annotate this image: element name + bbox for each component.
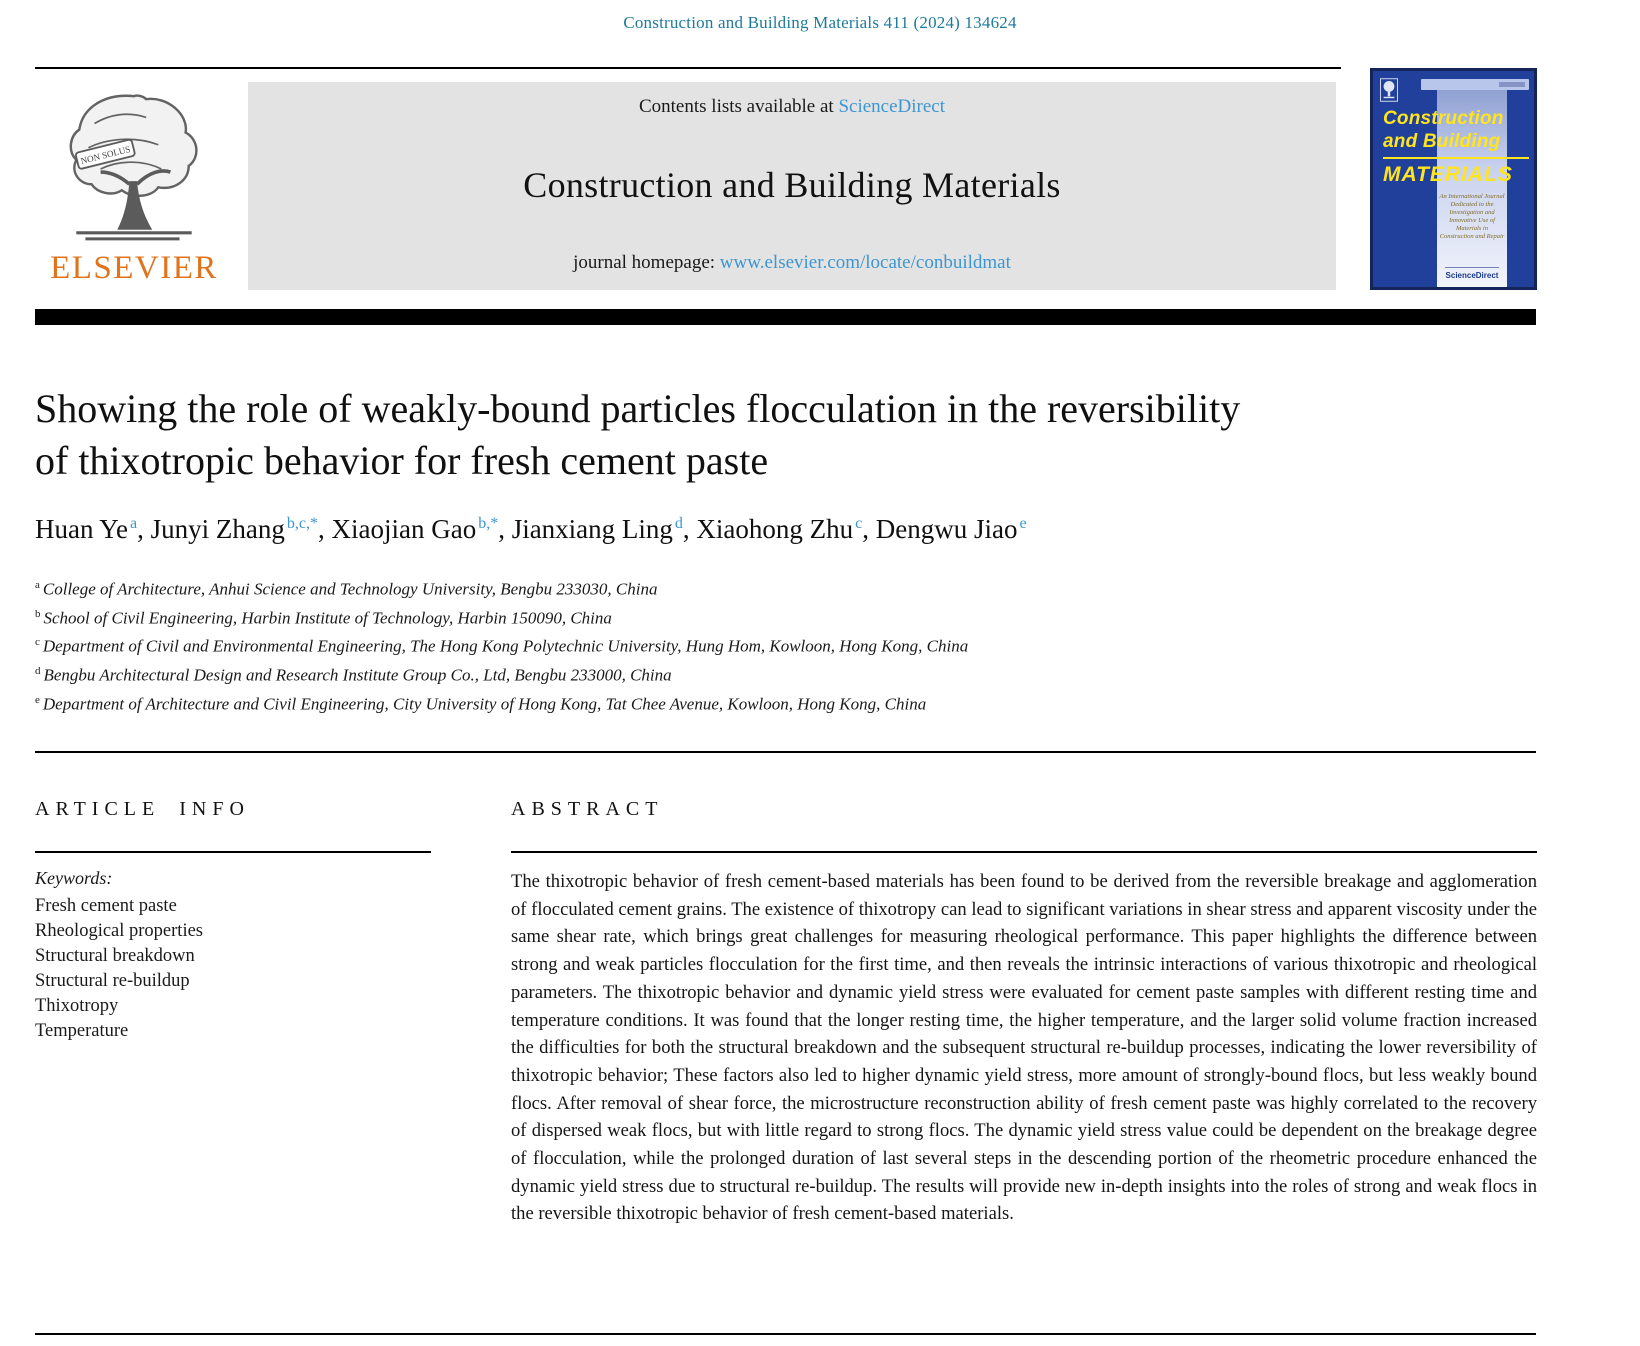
columns-top-rule <box>35 751 1536 753</box>
elsevier-wordmark: ELSEVIER <box>50 250 218 286</box>
homepage-line <box>573 252 1011 274</box>
author-affiliation-superscript[interactable]: d <box>674 515 683 532</box>
keyword-item: Rheological properties <box>35 921 203 941</box>
elsevier-logo <box>35 84 233 290</box>
cover-title-line1: Construction <box>1383 108 1504 129</box>
author-list <box>35 514 1495 545</box>
affiliation-line <box>35 602 1435 631</box>
author-name: Xiaohong Zhu <box>696 514 854 544</box>
author-name: Huan Ye <box>35 514 129 544</box>
author-name: Jianxiang Ling <box>511 514 673 544</box>
author-affiliation-superscript[interactable]: e <box>1019 515 1027 532</box>
affiliation-superscript: a <box>35 579 40 591</box>
abstract-text: The thixotropic behavior of fresh cement-based materials has been found to be derived from the reversible breakage and agglomeration of flocculated cement grains. The existence of thixotropy can lead to significant variations in shear stress and apparent viscosity under the same shear rate, which brings great challenges for measuring rheological performance. This paper highlights the difference between strong and weak particles flocculation for the first time, and then reveals the intrinsic interactions of various thixotropic and rheological parameters. The thixotropic behavior and dynamic yield stress were evaluated for cement paste samples with different resting time and temperature conditions. It was found that the longer resting time, the higher temperature, and the larger solid volume fraction increased the difficulties for both the structural breakdown and the subsequent structural re-buildup processes, indicating the lower reversibility of thixotropic behavior; These factors also led to higher dynamic yield stress, more amount of strongly-bound flocs, but less weakly bound flocs. After removal of shear force, the microstructure reconstruction ability of fresh cement paste was highly correlated to the recovery of dispersed weak flocs, but with little regard to strong flocs. The dynamic yield stress value could be dependent on the breakage degree of flocculation, while the prolonged duration of last several steps in the descending portion of the rheometric procedure enhanced the dynamic yield stress due to structural re-buildup. The results will provide new in-depth insights into the roles of strong and weak flocs in the reversible thixotropic behavior of fresh cement-based materials. <box>511 871 1537 1225</box>
author-affiliation-superscript[interactable]: c <box>855 515 863 532</box>
affiliation-text: College of Architecture, Anhui Science and Technology University, Bengbu 233030, China <box>42 579 658 599</box>
cover-subtitle: An International Journal Dedicated to the Investigation and Innovative Use of Materials in Construction and Repair <box>1439 193 1505 240</box>
article-info-rule <box>35 851 431 853</box>
cover-title-block <box>1383 107 1533 187</box>
author-affiliation-superscript[interactable]: b,* <box>478 515 499 532</box>
keyword-item: Temperature <box>35 1021 129 1041</box>
header-divider-bar <box>35 309 1536 325</box>
author-affiliation-superscript[interactable]: b,c,* <box>286 515 318 532</box>
page-bottom-rule <box>35 1333 1536 1335</box>
affiliation-text: School of Civil Engineering, Harbin Institute of Technology, Harbin 150090, China <box>43 608 612 628</box>
issn-text-illegible <box>1499 82 1525 87</box>
header-top-rule <box>35 67 1341 69</box>
keywords-label: Keywords: <box>35 868 113 888</box>
journal-cover-thumbnail[interactable] <box>1370 68 1537 290</box>
keyword-item: Structural breakdown <box>35 946 195 966</box>
affiliation-superscript: b <box>35 607 41 620</box>
author-separator: , <box>498 514 512 544</box>
elsevier-tree-icon <box>58 84 210 248</box>
author-name: Junyi Zhang <box>150 514 285 544</box>
affiliation-superscript: d <box>35 664 41 677</box>
author-separator: , <box>317 514 332 544</box>
affiliation-superscript: e <box>35 693 40 706</box>
cover-title-line2: and Building <box>1383 131 1501 152</box>
author-separator: , <box>862 514 876 544</box>
abstract-heading: ABSTRACT <box>511 798 664 820</box>
homepage-prefix: journal homepage: <box>573 252 720 273</box>
cover-footer <box>1437 267 1507 280</box>
cover-title-line3: MATERIALS <box>1383 163 1513 186</box>
abstract-rule <box>511 851 1537 853</box>
cover-elsevier-mini-logo <box>1379 77 1399 103</box>
author-name: Xiaojian Gao <box>331 514 477 544</box>
contents-line <box>639 96 945 118</box>
journal-citation-link[interactable]: Construction and Building Materials 411 (2024) 134624 <box>623 13 1017 32</box>
journal-title: Construction and Building Materials <box>523 165 1061 205</box>
article-title-line1: Showing the role of weakly-bound particles flocculation in the reversibility <box>35 386 1241 431</box>
affiliation-text: Department of Architecture and Civil Engineering, City University of Hong Kong, Tat Chee Avenue, Kowloon, Hong Kong, China <box>42 694 927 714</box>
affiliation-list <box>35 573 1435 716</box>
affiliation-line <box>35 573 1435 602</box>
article-title-line2: of thixotropic behavior for fresh cement paste <box>35 438 769 483</box>
affiliation-line <box>35 630 1435 659</box>
author-separator: , <box>137 514 151 544</box>
author-name: Dengwu Jiao <box>875 514 1018 544</box>
author-affiliation-superscript[interactable]: a <box>130 515 138 532</box>
affiliation-line <box>35 659 1435 688</box>
affiliation-text: Bengbu Architectural Design and Research Institute Group Co., Ltd, Bengbu 233000, China <box>43 665 672 685</box>
sciencedirect-link[interactable]: ScienceDirect <box>838 96 946 117</box>
cover-sciencedirect-brand: ScienceDirect <box>1445 271 1499 280</box>
homepage-url-link[interactable]: www.elsevier.com/locate/conbuildmat <box>719 252 1011 273</box>
journal-header-box <box>248 82 1336 290</box>
keywords-list <box>35 894 431 1044</box>
author-separator: , <box>682 514 697 544</box>
keyword-item: Thixotropy <box>35 996 119 1016</box>
cover-footer-divider <box>1445 267 1499 268</box>
cover-issn-bar <box>1421 79 1529 90</box>
article-info-heading: ARTICLE INFO <box>35 798 250 820</box>
affiliation-text: Department of Civil and Environmental Engineering, The Hong Kong Polytechnic University, Hung Hom, Kowloon, Hong Kong, China <box>42 636 969 656</box>
affiliation-superscript: c <box>35 636 40 649</box>
cover-title-underline <box>1383 157 1529 159</box>
contents-prefix: Contents lists available at <box>638 96 839 117</box>
keyword-item: Structural re-buildup <box>35 971 190 991</box>
keyword-item: Fresh cement paste <box>35 896 177 916</box>
affiliation-line <box>35 688 1435 717</box>
non-solus-ribbon: NON SOLUS <box>79 143 132 166</box>
article-title <box>35 383 1435 487</box>
